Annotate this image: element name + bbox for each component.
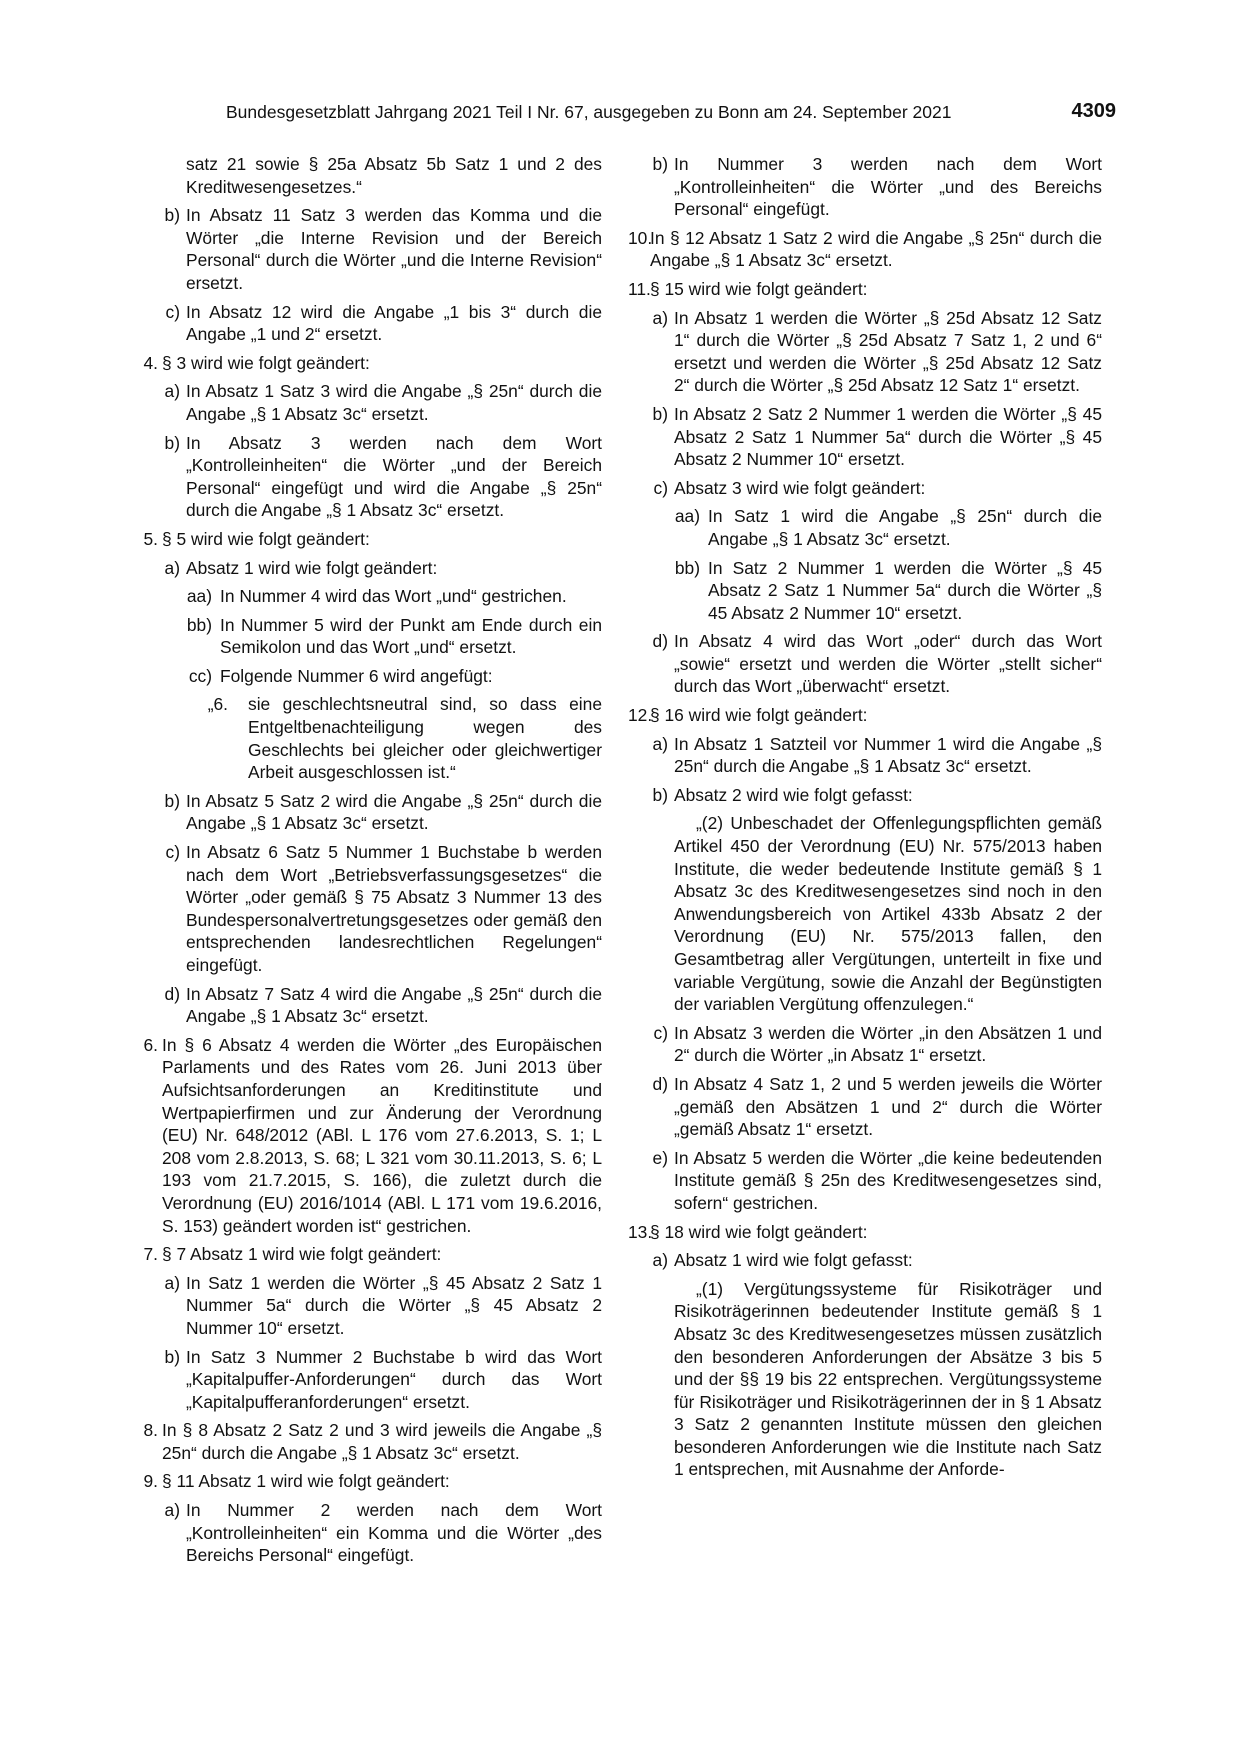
list-item [628, 1249, 1102, 1272]
item-text: In Absatz 5 Satz 2 wird die Angabe „§ 25n“ durch die Angabe „§ 1 Absatz 3c“ ersetzt. [186, 790, 602, 834]
item-text: In Satz 2 Nummer 1 werden die Wörter „§ 45 Absatz 2 Satz 1 Nummer 5a“ durch die Wörter „§ 45 Absatz 2 Nummer 10“ ersetzt. [708, 557, 1102, 623]
item-label: cc) [188, 665, 212, 686]
list-item [628, 1022, 1102, 1067]
item-text: In Absatz 3 werden die Wörter „in den Absätzen 1 und 2“ durch die Wörter „in Absatz 1“ ersetzt. [674, 1022, 1102, 1066]
list-item [628, 784, 1102, 807]
item-text: Absatz 1 wird wie folgt gefasst: [674, 1250, 913, 1271]
item-text: In § 12 Absatz 1 Satz 2 wird die Angabe „§ 25n“ durch die Angabe „§ 1 Absatz 3c“ ersetzt. [650, 227, 1102, 271]
list-item [140, 557, 602, 580]
item-label: c) [165, 842, 180, 863]
item-label: 5. [143, 528, 158, 549]
item-label: b) [164, 790, 180, 811]
item-label: aa) [674, 506, 700, 527]
page-number: 4309 [1071, 100, 1116, 122]
item-text: In Absatz 3 werden nach dem Wort „Kontrolleinheiten“ die Wörter „und der Bereich Personal“ eingefügt und wird die Angabe „§ 25n“ durch die Angabe „§ 1 Absatz 3c“ ersetzt. [186, 432, 602, 521]
item-label: c) [653, 477, 668, 498]
item-label: aa) [186, 586, 212, 607]
item-label: d) [652, 631, 668, 652]
item-label: c) [165, 301, 180, 322]
item-label: a) [164, 557, 180, 578]
list-item [628, 733, 1102, 778]
list-item [140, 1272, 602, 1340]
list-item [140, 1470, 602, 1493]
item-text: Folgende Nummer 6 wird angefügt: [220, 665, 493, 686]
item-label: b) [164, 1346, 180, 1367]
item-text: § 5 wird wie folgt geändert: [162, 528, 370, 549]
item-label: 13. [628, 1221, 653, 1242]
item-text: In Nummer 3 werden nach dem Wort „Kontrolleinheiten“ die Wörter „und des Bereichs Personal“ eingefügt. [674, 154, 1102, 220]
left-column [140, 153, 602, 1573]
item-label: 4. [143, 352, 158, 373]
item-label: b) [652, 784, 668, 805]
list-item [140, 585, 602, 608]
list-item [628, 278, 1102, 301]
item-text: In Satz 1 wird die Angabe „§ 25n“ durch die Angabe „§ 1 Absatz 3c“ ersetzt. [708, 506, 1102, 549]
item-label: a) [652, 307, 668, 328]
item-text: In Absatz 1 Satzteil vor Nummer 1 wird die Angabe „§ 25n“ durch die Angabe „§ 1 Absatz 3c“ ersetzt. [674, 733, 1102, 777]
list-item [628, 403, 1102, 471]
item-text: § 7 Absatz 1 wird wie folgt geändert: [162, 1244, 442, 1265]
item-text: § 16 wird wie folgt geändert: [650, 705, 868, 726]
item-label: a) [652, 733, 668, 754]
right-column [628, 153, 1102, 1487]
quoted-paragraph: „(2) Unbeschadet der Offenlegungspflichten gemäß Artikel 450 der Verordnung (EU) Nr. 575/2013 haben Institute, die weder bedeutende Institute gemäß § 1 Absatz 3c des Kreditwesengesetzes sind noch in den Anwendungsbereich von Artikel 433b Absatz 2 der Verordnung (EU) Nr. 575/2013 fallen, den Gesamtbetrag aller Vergütungen, unterteilt in fixe und variable Vergütung, sowie die Anzahl der Begünstigten der variablen Vergütung offenzulegen.“ [674, 813, 1102, 1015]
item-label: 6. [143, 1034, 158, 1055]
item-text: In Satz 3 Nummer 2 Buchstabe b wird das Wort „Kapitalpuffer-Anforderungen“ durch das Wort „Kapitalpufferanforderungen“ ersetzt. [186, 1346, 602, 1412]
item-label: „6. [207, 694, 228, 715]
item-label: e) [652, 1147, 668, 1168]
quoted-paragraph: „(1) Vergütungssysteme für Risikoträger und Risikoträgerinnen bedeutender Institute gemäß § 1 Absatz 3c des Kreditwesengesetzes müssen zusätzlich den besonderen Anforderungen der Absätze 3 bis 5 und der §§ 19 bis 22 entsprechen. Vergütungssysteme für Risikoträger und Risikoträgerinnen der in § 1 Absatz 3 Satz 2 genannten Institute müssen den gleichen besonderen Anforderungen wie die Institute nach Satz 1 entsprechen, mit Ausnahme der Anforde- [674, 1278, 1102, 1480]
item-text: In Absatz 2 Satz 2 Nummer 1 werden die Wörter „§ 45 Absatz 2 Satz 1 Nummer 5a“ durch die Wörter „§ 45 Absatz 2 Nummer 10“ ersetzt. [674, 403, 1102, 470]
item-text: In Absatz 6 Satz 5 Nummer 1 Buchstabe b werden nach dem Wort „Betriebsverfassungsgesetzes“ die Wörter „oder gemäß § 75 Absatz 3 Nummer 13 des Bundespersonalvertretungsgesetzes oder gemäß den entsprechenden landesrechtlichen Regelungen“ eingefügt. [186, 842, 602, 975]
item-text: Absatz 2 wird wie folgt gefasst: [674, 784, 913, 805]
list-item [140, 693, 602, 783]
list-item [140, 1346, 602, 1414]
item-label: bb) [186, 614, 212, 635]
item-text: In Absatz 12 wird die Angabe „1 bis 3“ durch die Angabe „1 und 2“ ersetzt. [186, 301, 602, 345]
item-text: In Absatz 4 wird das Wort „oder“ durch das Wort „sowie“ ersetzt und werden die Wörter „stellt sicher“ durch das Wort „überwacht“ ersetzt. [674, 631, 1102, 697]
item-label: bb) [674, 557, 700, 578]
list-item [628, 1221, 1102, 1244]
item-label: a) [164, 381, 180, 402]
item-text: In Nummer 2 werden nach dem Wort „Kontrolleinheiten“ ein Komma und die Wörter „des Bereichs Personal“ eingefügt. [186, 1500, 602, 1566]
item-text: § 11 Absatz 1 wird wie folgt geändert: [162, 1471, 450, 1492]
item-text: In Absatz 7 Satz 4 wird die Angabe „§ 25n“ durch die Angabe „§ 1 Absatz 3c“ ersetzt. [186, 983, 602, 1027]
item-label: a) [652, 1250, 668, 1271]
item-text: In Nummer 5 wird der Punkt am Ende durch ein Semikolon und das Wort „und“ ersetzt. [220, 614, 602, 658]
item-label: b) [164, 432, 180, 453]
list-item [628, 153, 1102, 221]
item-text: § 18 wird wie folgt geändert: [650, 1221, 868, 1242]
list-item [140, 614, 602, 659]
item-label: d) [652, 1073, 668, 1094]
page-header [226, 102, 1116, 128]
item-text: In Absatz 4 Satz 1, 2 und 5 werden jeweils die Wörter „gemäß den Absätzen 1 und 2“ durch die Wörter „gemäß Absatz 1“ ersetzt. [674, 1073, 1102, 1140]
item-label: 7. [143, 1244, 158, 1265]
list-item [628, 1147, 1102, 1215]
item-label: d) [164, 983, 180, 1004]
list-item [140, 665, 602, 688]
list-item [140, 1243, 602, 1266]
list-item [140, 301, 602, 346]
item-label: 11. [628, 278, 651, 299]
item-label: c) [653, 1022, 668, 1043]
list-item [628, 227, 1102, 272]
item-text: In Satz 1 werden die Wörter „§ 45 Absatz 2 Satz 1 Nummer 5a“ durch die Wörter „§ 45 Absatz 2 Nummer 10“ ersetzt. [186, 1272, 602, 1338]
list-item [628, 630, 1102, 698]
list-item [140, 1034, 602, 1237]
item-label: 9. [143, 1471, 158, 1492]
item-label: b) [652, 403, 668, 424]
item-text: In § 8 Absatz 2 Satz 2 und 3 wird jeweils die Angabe „§ 25n“ durch die Angabe „§ 1 Absatz 3c“ ersetzt. [162, 1420, 602, 1463]
item-label: b) [164, 205, 180, 226]
running-header: Bundesgesetzblatt Jahrgang 2021 Teil I Nr. 67, ausgegeben zu Bonn am 24. September 2021 [226, 102, 952, 122]
item-label: 8. [143, 1420, 158, 1441]
list-item [140, 841, 602, 977]
item-text: § 15 wird wie folgt geändert: [650, 278, 868, 299]
list-item [140, 204, 602, 294]
item-text: In Absatz 5 werden die Wörter „die keine bedeutenden Institute gemäß § 25n des Kreditwesengesetzes sind, sofern“ gestrichen. [674, 1147, 1102, 1213]
list-item [628, 1073, 1102, 1141]
item-label: 10. [628, 227, 653, 248]
list-item [628, 477, 1102, 500]
item-label: b) [652, 154, 668, 174]
list-item [628, 704, 1102, 727]
list-item [140, 432, 602, 522]
list-item [628, 505, 1102, 550]
list-item [140, 1499, 602, 1567]
continued-text: satz 21 sowie § 25a Absatz 5b Satz 1 und 2 des Kreditwesengesetzes.“ [186, 154, 602, 197]
list-item [140, 352, 602, 375]
list-item [140, 790, 602, 835]
item-text: In Nummer 4 wird das Wort „und“ gestrichen. [220, 586, 567, 607]
list-item [628, 307, 1102, 397]
item-text: In Absatz 1 Satz 3 wird die Angabe „§ 25n“ durch die Angabe „§ 1 Absatz 3c“ ersetzt. [186, 381, 602, 424]
item-label: 12. [628, 705, 653, 726]
item-text: Absatz 1 wird wie folgt geändert: [186, 557, 438, 578]
item-text: Absatz 3 wird wie folgt geändert: [674, 477, 926, 498]
list-item [140, 380, 602, 425]
list-item [140, 528, 602, 551]
list-item [628, 557, 1102, 625]
item-label: a) [164, 1500, 180, 1521]
item-text: In Absatz 11 Satz 3 werden das Komma und die Wörter „die Interne Revision und der Bereich Personal“ durch die Wörter „und die Interne Revision“ ersetzt. [186, 205, 602, 293]
list-item [140, 983, 602, 1028]
item-label: a) [164, 1272, 180, 1293]
item-text: In § 6 Absatz 4 werden die Wörter „des Europäischen Parlaments und des Rates vom 26. Juni 2013 über Aufsichtsanforderungen an Kreditinstitute und Wertpapierfirmen und zur Änderung der Verordnung (EU) Nr. 648/2012 (ABl. L 176 vom 27.6.2013, S. 1; L 208 vom 2.8.2013, S. 68; L 321 vom 30.11.2013, S. 6; L 193 vom 21.7.2015, S. 166), die zuletzt durch die Verordnung (EU) 2016/1014 (ABl. L 171 vom 19.6.2016, S. 153) geändert worden ist“ gestrichen. [162, 1034, 602, 1236]
list-item [140, 1419, 602, 1464]
item-text: In Absatz 1 werden die Wörter „§ 25d Absatz 12 Satz 1“ durch die Wörter „§ 25d Absatz 7 Satz 1, 2 und 6“ ersetzt und werden die Wörter „§ 25d Absatz 12 Satz 2“ durch die Wörter „§ 25d Absatz 12 Satz 1“ ersetzt. [674, 307, 1102, 396]
item-text: § 3 wird wie folgt geändert: [162, 352, 370, 373]
item-text: sie geschlechtsneutral sind, so dass eine Entgeltbenachteiligung wegen des Geschlechts bei gleicher oder gleichwertiger Arbeit ausgeschlossen ist.“ [248, 694, 602, 783]
